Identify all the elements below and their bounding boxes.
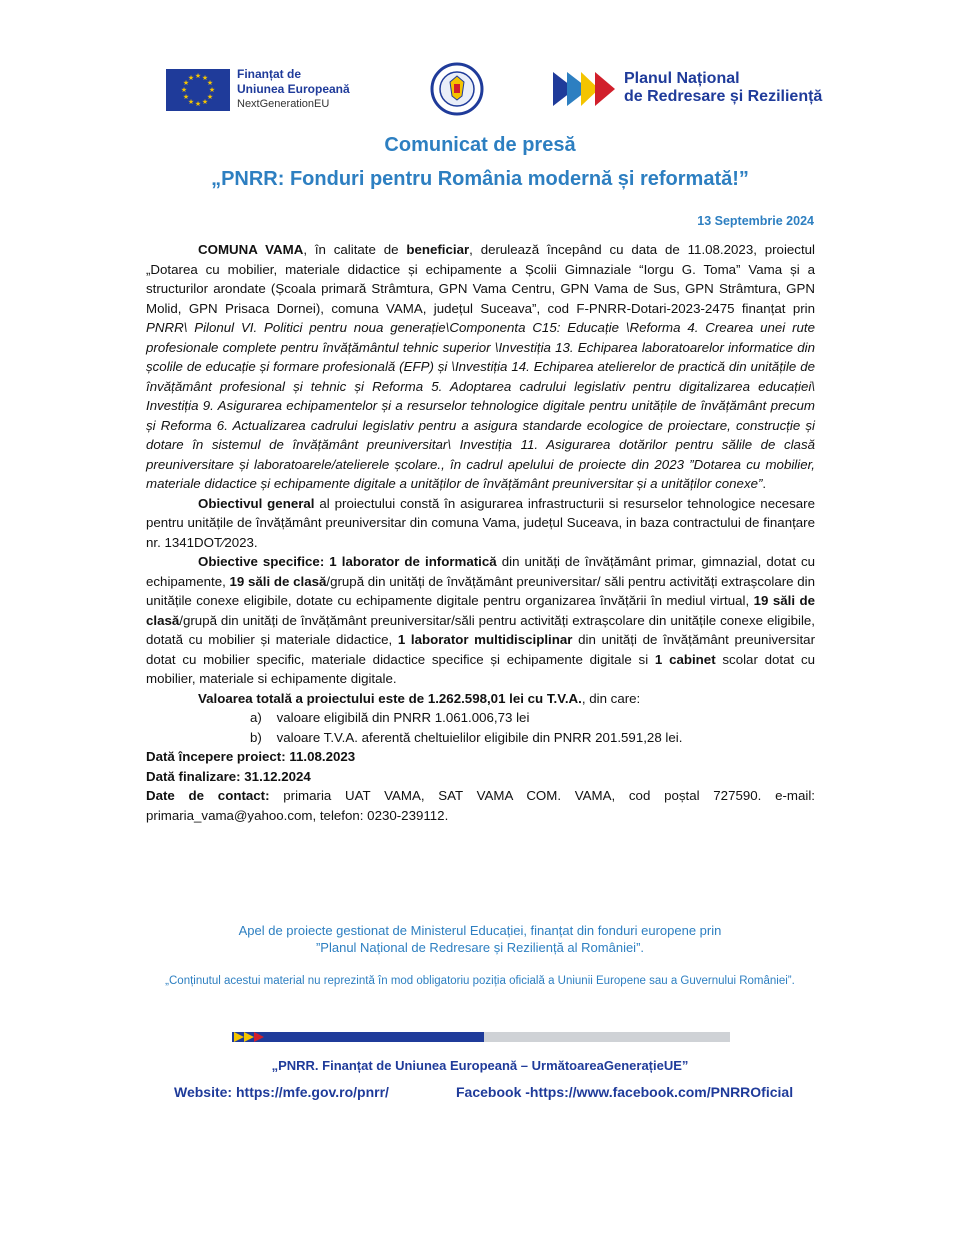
svg-text:★: ★ [201, 74, 209, 82]
paragraph-specific-objectives [146, 552, 815, 689]
bold-text: Dată finalizare: 31.12.2024 [146, 768, 311, 784]
footer-tagline: „PNRR. Finanțat de Uniunea Europeană – UrmătoareaGenerațieUE” [271, 1058, 689, 1073]
bold-text: 19 săli de clasă [146, 593, 816, 628]
end-date [146, 767, 815, 787]
page-subtitle: „PNRR: Fonduri pentru România modernă și reformată!” [211, 168, 749, 190]
bold-text: beneficiar [406, 242, 470, 257]
svg-text:★: ★ [194, 72, 202, 80]
bold-text: 19 săli de clasă [229, 573, 327, 589]
paragraph-project [146, 240, 815, 494]
svg-text:★: ★ [182, 93, 190, 101]
divider-blue-segment [232, 1032, 484, 1042]
text: din unități de învățământ primar, gimnazial, dotat cu echipamente, [146, 554, 815, 589]
svg-text:★: ★ [194, 100, 202, 108]
italic-text: PNRR\ Pilonul VI. Politici pentru noua generație\Componenta C15: Educație \Reforma 4. Crearea unei rute profesionale complete pentru învățământul tehnic superior \Investiția 13. Echiparea laboratoarelor informatice din școlile de educație și formare profesională (EFP) și \Investiția 14. Echiparea atelierelor de practică din unitățile de învățământ profesional și tehnic și Reforma 5. Adoptarea cadrului legislativ pentru digitalizarea educației\ Investiția 9. Asigurarea echipamentelor și a resurselor tehnologice digitale pentru unitățile de învățământ precum și Reforma 6. Actualizarea cadrului legislativ pentru a asigura standarde ecologice de proiectare, construcție și dotare în sistemul de învățământ preuniversitar\ Investiția 11. Asigurarea dotărilor pentru sălile de clasă preuniversitare și laboratoarele/atelierele școlare., în cadrul apelului de proiecte din 2023 ”Dotarea cu mobilier, materiale didactice și echipamente digitale a unităților de învățământ preuniversitar și a unităților conexe” [146, 320, 815, 491]
svg-text:★: ★ [206, 79, 214, 87]
text: , derulează începând cu data de 11.08.2023, proiectul „Dotarea cu mobilier, materiale didactice și echipamente a Școlii Gimnaziale “Iorgu G. Toma” Vama și a structurilor arondate (Școala primară Strâmtura, GPN Vama Centru, GPN Vama de Sus, GPN Strâmtura, GPN Molid, GPN Prisaca Dornei), comuna VAMA, județul Suceava”, cod F-PNRR-Dotari-2023-2475 finanțat prin [146, 242, 815, 316]
funding-note-line1: Apel de proiecte gestionat de Ministerul Educației, finanțat din fonduri europene prin [238, 923, 722, 938]
bold-text: 1 laborator multidisciplinar [397, 632, 573, 647]
text: al proiectului constă în asigurarea infrastructurii si resurselor tehnologice necesare pentru unitățile de învățământ preuniversitar din comuna Vama, județul Suceava, in baza contractului de finanțare nr. 1341DOT⁄2023. [146, 495, 815, 550]
pnrr-line2: de Redresare și Reziliență [624, 88, 823, 105]
eu-flag-logo [166, 69, 230, 111]
svg-text:★: ★ [187, 98, 195, 106]
eu-funding-label [237, 67, 350, 112]
text: . [762, 476, 767, 491]
funding-note-line2: ”Planul Național de Redresare și Reziliență al României”. [315, 940, 645, 955]
disclaimer: „Conținutul acestui material nu reprezintă în mod obligatoriu poziția oficială a Uniunii Europene sau a Guvernului României”. [165, 975, 795, 987]
romanian-government-seal-icon [430, 62, 484, 116]
bold-text: Valoarea totală a proiectului este de 1.262.598,01 lei cu T.V.A. [198, 690, 582, 706]
svg-text:★: ★ [208, 86, 216, 94]
funding-note [0, 922, 960, 956]
bold-text: Date de contact: [146, 788, 270, 803]
bold-text: Obiective specifice: 1 laborator de informatică [198, 554, 497, 569]
bold-text: Dată începere proiect: 11.08.2023 [146, 749, 356, 764]
page-title: Comunicat de presă [384, 134, 576, 156]
svg-text:★: ★ [201, 98, 209, 106]
press-date: 13 Septembrie 2024 [697, 214, 814, 228]
svg-text:★: ★ [180, 86, 188, 94]
footer-links [174, 1084, 814, 1100]
divider-gray-segment [484, 1032, 730, 1042]
list-item: a) valoare eligibilă din PNRR 1.061.006,73 lei [250, 710, 530, 725]
list-item: b) valoare T.V.A. aferentă cheltuielilor eligibile din PNRR 201.591,28 lei. [250, 729, 683, 745]
paragraph-general-objective [146, 494, 815, 553]
paragraph-total-value [146, 689, 815, 709]
eu-line3: NextGenerationEU [237, 98, 330, 110]
value-list [250, 708, 815, 747]
svg-text:★: ★ [187, 74, 195, 82]
pnrr-label [624, 70, 822, 106]
text: , din care: [581, 690, 641, 706]
text: primaria UAT VAMA, SAT VAMA COM. VAMA, cod poștal 727590. e-mail: primaria_vama@yahoo.com, telefon: 0230-239112. [146, 788, 815, 823]
start-date [146, 747, 815, 767]
press-body [146, 240, 815, 825]
eu-line1: Finanțat de [237, 67, 302, 81]
svg-text:★: ★ [182, 79, 190, 87]
header-logos [0, 62, 960, 118]
svg-text:★: ★ [206, 93, 214, 101]
contact-info [146, 786, 815, 825]
text: , în calitate de [303, 242, 407, 257]
footer-divider [232, 1032, 730, 1042]
text: /grupă din unități de învățământ preuniversitar/săli pentru activități extrașcolare din unitățile conexe eligibile, dotată cu mobilier și materiale didactice, [146, 612, 815, 647]
pnrr-line1: Planul Național [624, 70, 740, 87]
bold-text: COMUNA VAMA [198, 242, 304, 257]
website-link[interactable]: Website: https://mfe.gov.ro/pnrr/ [174, 1084, 389, 1100]
text: scolar dotat cu mobilier, materiale si echipamente digitale. [146, 651, 815, 686]
eu-line2: Uniunea Europeană [237, 82, 350, 96]
text: /grupă din unități de învățământ preuniversitar/ săli pentru activități extrașcolare din unitățile conexe eligibile, dotate cu echipamente digitale pentru organizarea învățării în mediul virtual, [146, 573, 815, 608]
facebook-link[interactable]: Facebook -https://www.facebook.com/PNRROficial [456, 1084, 794, 1100]
text: din unități de învățământ preuniversitar dotat cu mobilier specific, materiale didactice specifice și echipamente digitale si [146, 632, 816, 667]
bold-text: Obiectivul general [198, 495, 315, 511]
bold-text: 1 cabinet [654, 651, 716, 667]
pnrr-logo-icon [553, 72, 617, 106]
